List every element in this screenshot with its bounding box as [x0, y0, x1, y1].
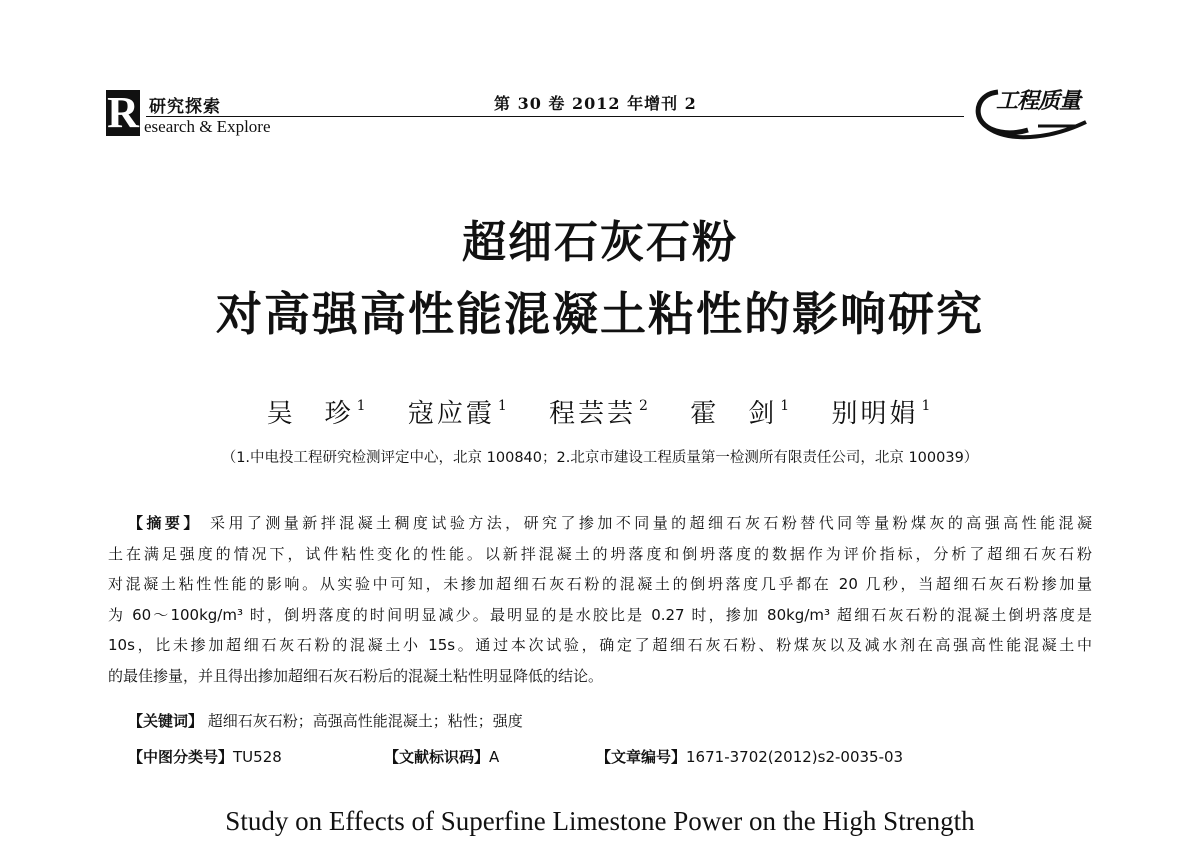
abstract-line: 【摘要】 采用了测量新拌混凝土稠度试验方法，研究了掺加不同量的超细石灰石粉替代同等量粉煤灰的高强高性能混凝: [128, 514, 1092, 532]
author: 寇应霞 $^1$: [407, 398, 510, 429]
header-rule: [146, 116, 964, 117]
clc-number: 【中图分类号】TU528: [128, 748, 282, 766]
abstract-line: 为 60～100kg/m³ 时，倒坍落度的时间明显减少。最明显的是水胶比是 0.27 时，掺加 80kg/m³ 超细石灰石粉的混凝土倒坍落度是: [108, 605, 1092, 624]
abstract-line: 对混凝土粘性性能的影响。从实验中可知，未掺加超细石灰石粉的混凝土的倒坍落度几乎都在 20 几秒，当超细石灰石粉掺加量: [108, 575, 1092, 594]
journal-brand-logo: [968, 82, 1098, 144]
author-list: [0, 393, 1200, 430]
brand-text: 工程质量: [996, 89, 1081, 114]
column-name-en: esearch & Explore: [144, 117, 271, 136]
abstract-label: 【摘要】: [128, 514, 202, 532]
affiliation: （1.中电投工程研究检测评定中心，北京 100840；2.北京市建设工程质量第一检测所有限责任公司，北京 100039）: [221, 450, 979, 466]
journal-r-logo: R: [107, 88, 139, 137]
issue-info: 第 30 卷 2012 年增刊 2: [494, 94, 697, 113]
abstract-line: 土在满足强度的情况下，试件粘性变化的性能。以新拌混凝土的坍落度和倒坍落度的数据作为评价指标，分析了超细石灰石粉: [108, 544, 1092, 563]
author: 吴 珍 $^1$: [266, 398, 369, 429]
title-line-1: 超细石灰石粉: [462, 217, 738, 268]
document-code: 【文献标识码】A: [384, 748, 500, 766]
english-title: Study on Effects of Superfine Limestone Power on the High Strength: [225, 806, 975, 836]
abstract-line: 的最佳掺量，并且得出掺加超细石灰石粉后的混凝土粘性明显降低的结论。: [108, 666, 604, 685]
author: 程芸芸 $^2$: [549, 398, 651, 429]
keywords-label: 【关键词】: [128, 712, 204, 730]
article-number: 【文章编号】1671-3702(2012)s2-0035-03: [596, 748, 904, 766]
keywords: [128, 710, 523, 731]
column-name-cn: 研究探索: [149, 97, 221, 117]
keywords-text: 超细石灰石粉；高强高性能混凝土；粘性；强度: [207, 712, 523, 730]
abstract: [108, 508, 1092, 692]
author: 霍 剑 $^1$: [690, 398, 793, 429]
author: 别明娟 $^1$: [831, 398, 934, 429]
title-line-2: 对高强高性能混凝土粘性的影响研究: [216, 287, 984, 341]
abstract-line: 10s，比未掺加超细石灰石粉的混凝土小 15s。通过本次试验，确定了超细石灰石粉、粉煤灰以及减水剂在高强高性能混凝土中: [108, 636, 1092, 655]
